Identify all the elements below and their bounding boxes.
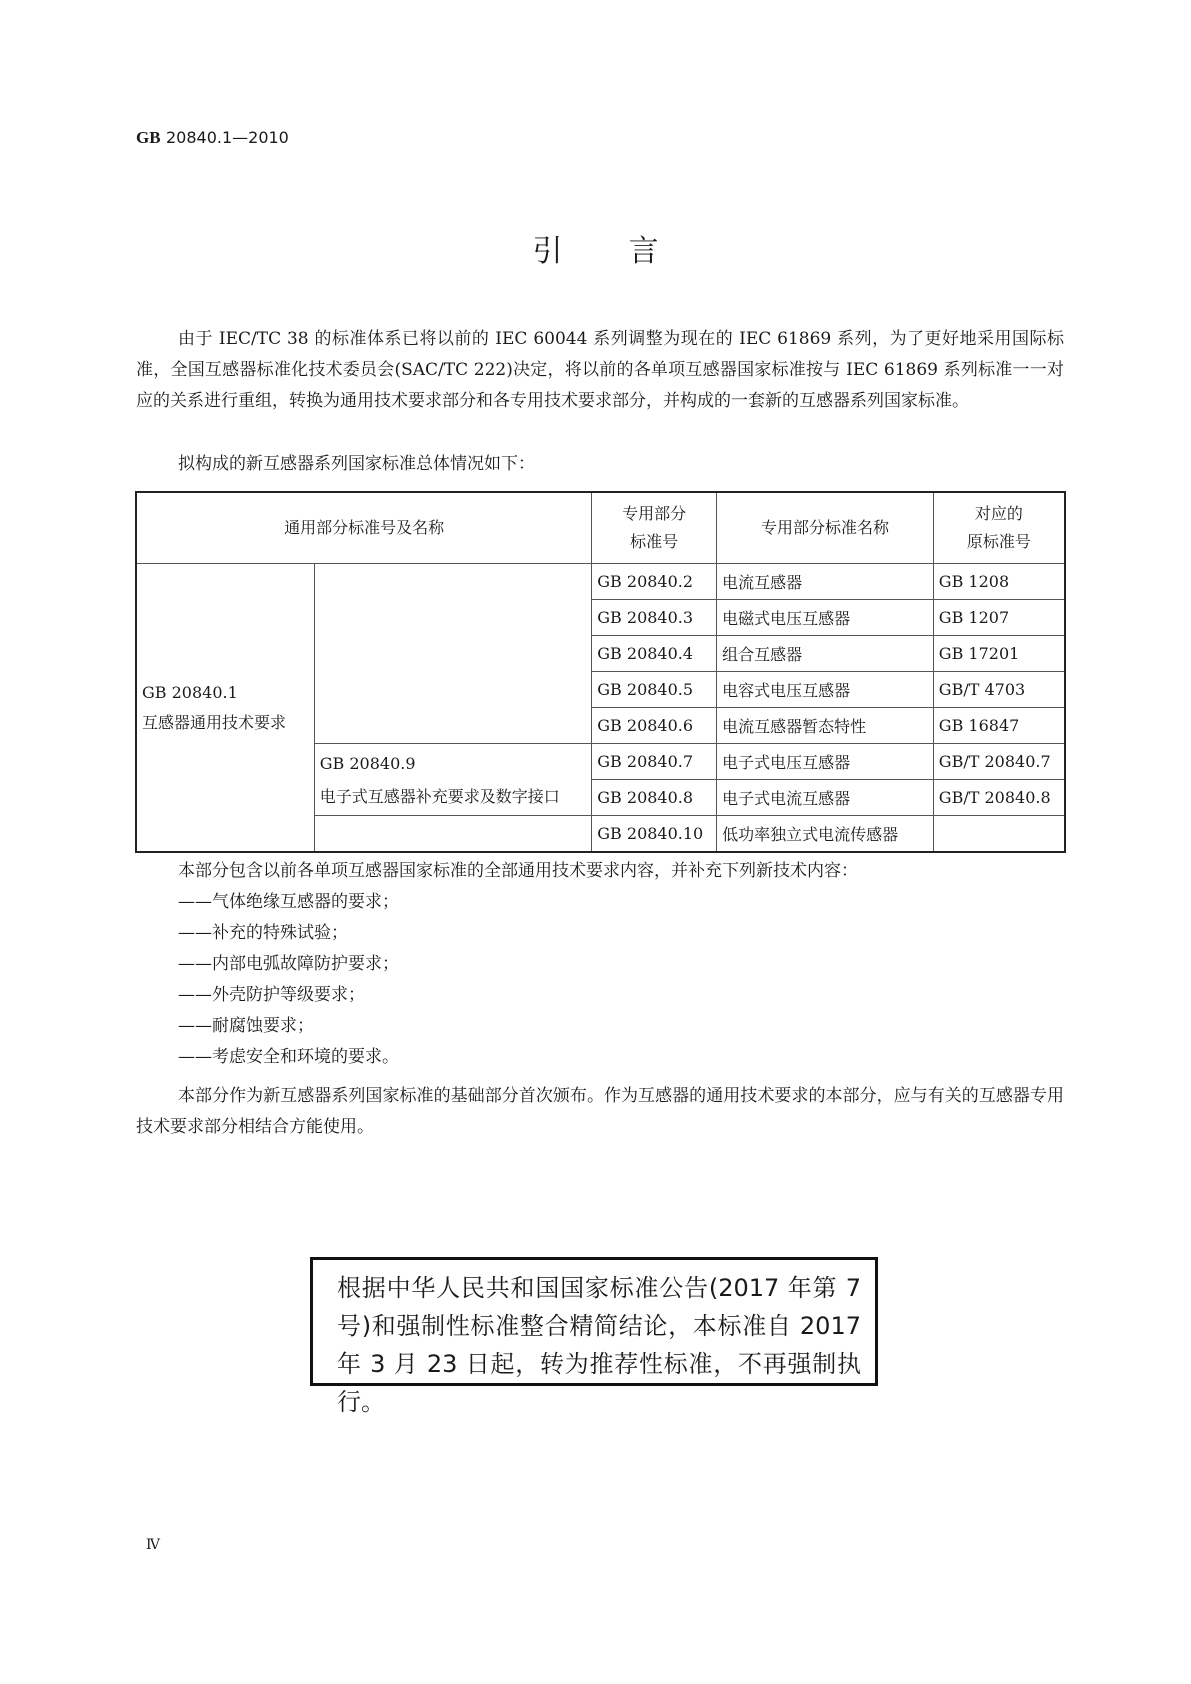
row-original [933, 816, 1065, 853]
header-original-line1: 对应的 [974, 504, 1023, 523]
row-original: GB/T 4703 [933, 672, 1065, 708]
notice-box: 根据中华人民共和国国家标准公告(2017 年第 7 号)和强制性标准整合精简结论，本标准自 2017 年 3 月 23 日起，转为推荐性标准，不再强制执行。 [310, 1257, 878, 1386]
header-special-number-line2: 标准号 [630, 532, 679, 551]
table-header-row [136, 492, 1065, 564]
row-number: GB 20840.6 [592, 708, 717, 744]
row-name: 电容式电压互感器 [717, 672, 934, 708]
row-name: 低功率独立式电流传感器 [717, 816, 934, 853]
row-name: 组合互感器 [717, 636, 934, 672]
row-number: GB 20840.7 [592, 744, 717, 780]
list-item: ——补充的特殊试验； [178, 923, 348, 943]
row-original: GB 1208 [933, 564, 1065, 600]
part-contents-paragraph: 本部分包含以前各单项互感器国家标准的全部通用技术要求内容，并补充下列新技术内容： [178, 861, 858, 881]
row-original: GB 17201 [933, 636, 1065, 672]
table-intro-text: 拟构成的新互感器系列国家标准总体情况如下： [178, 454, 535, 474]
sub-part-number: GB 20840.9 [319, 753, 416, 773]
header-special-number-line1: 专用部分 [622, 504, 687, 523]
row-name: 电流互感器 [717, 564, 934, 600]
row-name: 电子式电压互感器 [717, 744, 934, 780]
document-id [136, 128, 289, 148]
general-part-name: 互感器通用技术要求 [142, 712, 287, 732]
row-name: 电流互感器暂态特性 [717, 708, 934, 744]
blank-cell [314, 564, 592, 744]
header-original-line2: 原标准号 [966, 532, 1031, 551]
sub-part-name: 电子式互感器补充要求及数字接口 [319, 786, 560, 806]
list-item: ——内部电弧故障防护要求； [178, 954, 399, 974]
document-id-number: 20840.1—2010 [165, 128, 289, 147]
row-number: GB 20840.10 [592, 816, 717, 853]
row-number: GB 20840.3 [592, 600, 717, 636]
general-part-cell [136, 564, 314, 853]
header-special-number [592, 492, 717, 564]
list-item: ——考虑安全和环境的要求。 [178, 1047, 399, 1067]
row-number: GB 20840.8 [592, 780, 717, 816]
row-original: GB 1207 [933, 600, 1065, 636]
header-original-number [933, 492, 1065, 564]
row-number: GB 20840.2 [592, 564, 717, 600]
general-part-number: GB 20840.1 [142, 682, 238, 702]
table-row [136, 564, 1065, 600]
list-item: ——耐腐蚀要求； [178, 1016, 314, 1036]
list-item: ——外壳防护等级要求； [178, 985, 365, 1005]
blank-cell [314, 816, 592, 853]
row-name: 电子式电流互感器 [717, 780, 934, 816]
list-item: ——气体绝缘互感器的要求； [178, 892, 399, 912]
intro-paragraph: 由于 IEC/TC 38 的标准体系已将以前的 IEC 60044 系列调整为现在的 IEC 61869 系列，为了更好地采用国际标准，全国互感器标准化技术委员会(SAC/TC 222)决定，将以前的各单项互感器国家标准按与 IEC 61869 系列标准一一对应的关系进行重组，转换为通用技术要求部分和各专用技术要求部分，并构成的一套新的互感器系列国家标准。 [136, 329, 1064, 411]
document-id-prefix: GB [136, 128, 161, 147]
row-original: GB/T 20840.8 [933, 780, 1065, 816]
header-general-part: 通用部分标准号及名称 [136, 492, 592, 564]
page-number: Ⅳ [146, 1537, 160, 1553]
row-number: GB 20840.5 [592, 672, 717, 708]
sub-part-cell [314, 744, 592, 816]
page-title: 引言 [532, 234, 725, 269]
header-special-name: 专用部分标准名称 [717, 492, 934, 564]
row-original: GB 16847 [933, 708, 1065, 744]
row-name: 电磁式电压互感器 [717, 600, 934, 636]
standards-table [135, 491, 1066, 853]
row-number: GB 20840.4 [592, 636, 717, 672]
closing-paragraph: 本部分作为新互感器系列国家标准的基础部分首次颁布。作为互感器的通用技术要求的本部分，应与有关的互感器专用技术要求部分相结合方能使用。 [136, 1086, 1064, 1137]
row-original: GB/T 20840.7 [933, 744, 1065, 780]
